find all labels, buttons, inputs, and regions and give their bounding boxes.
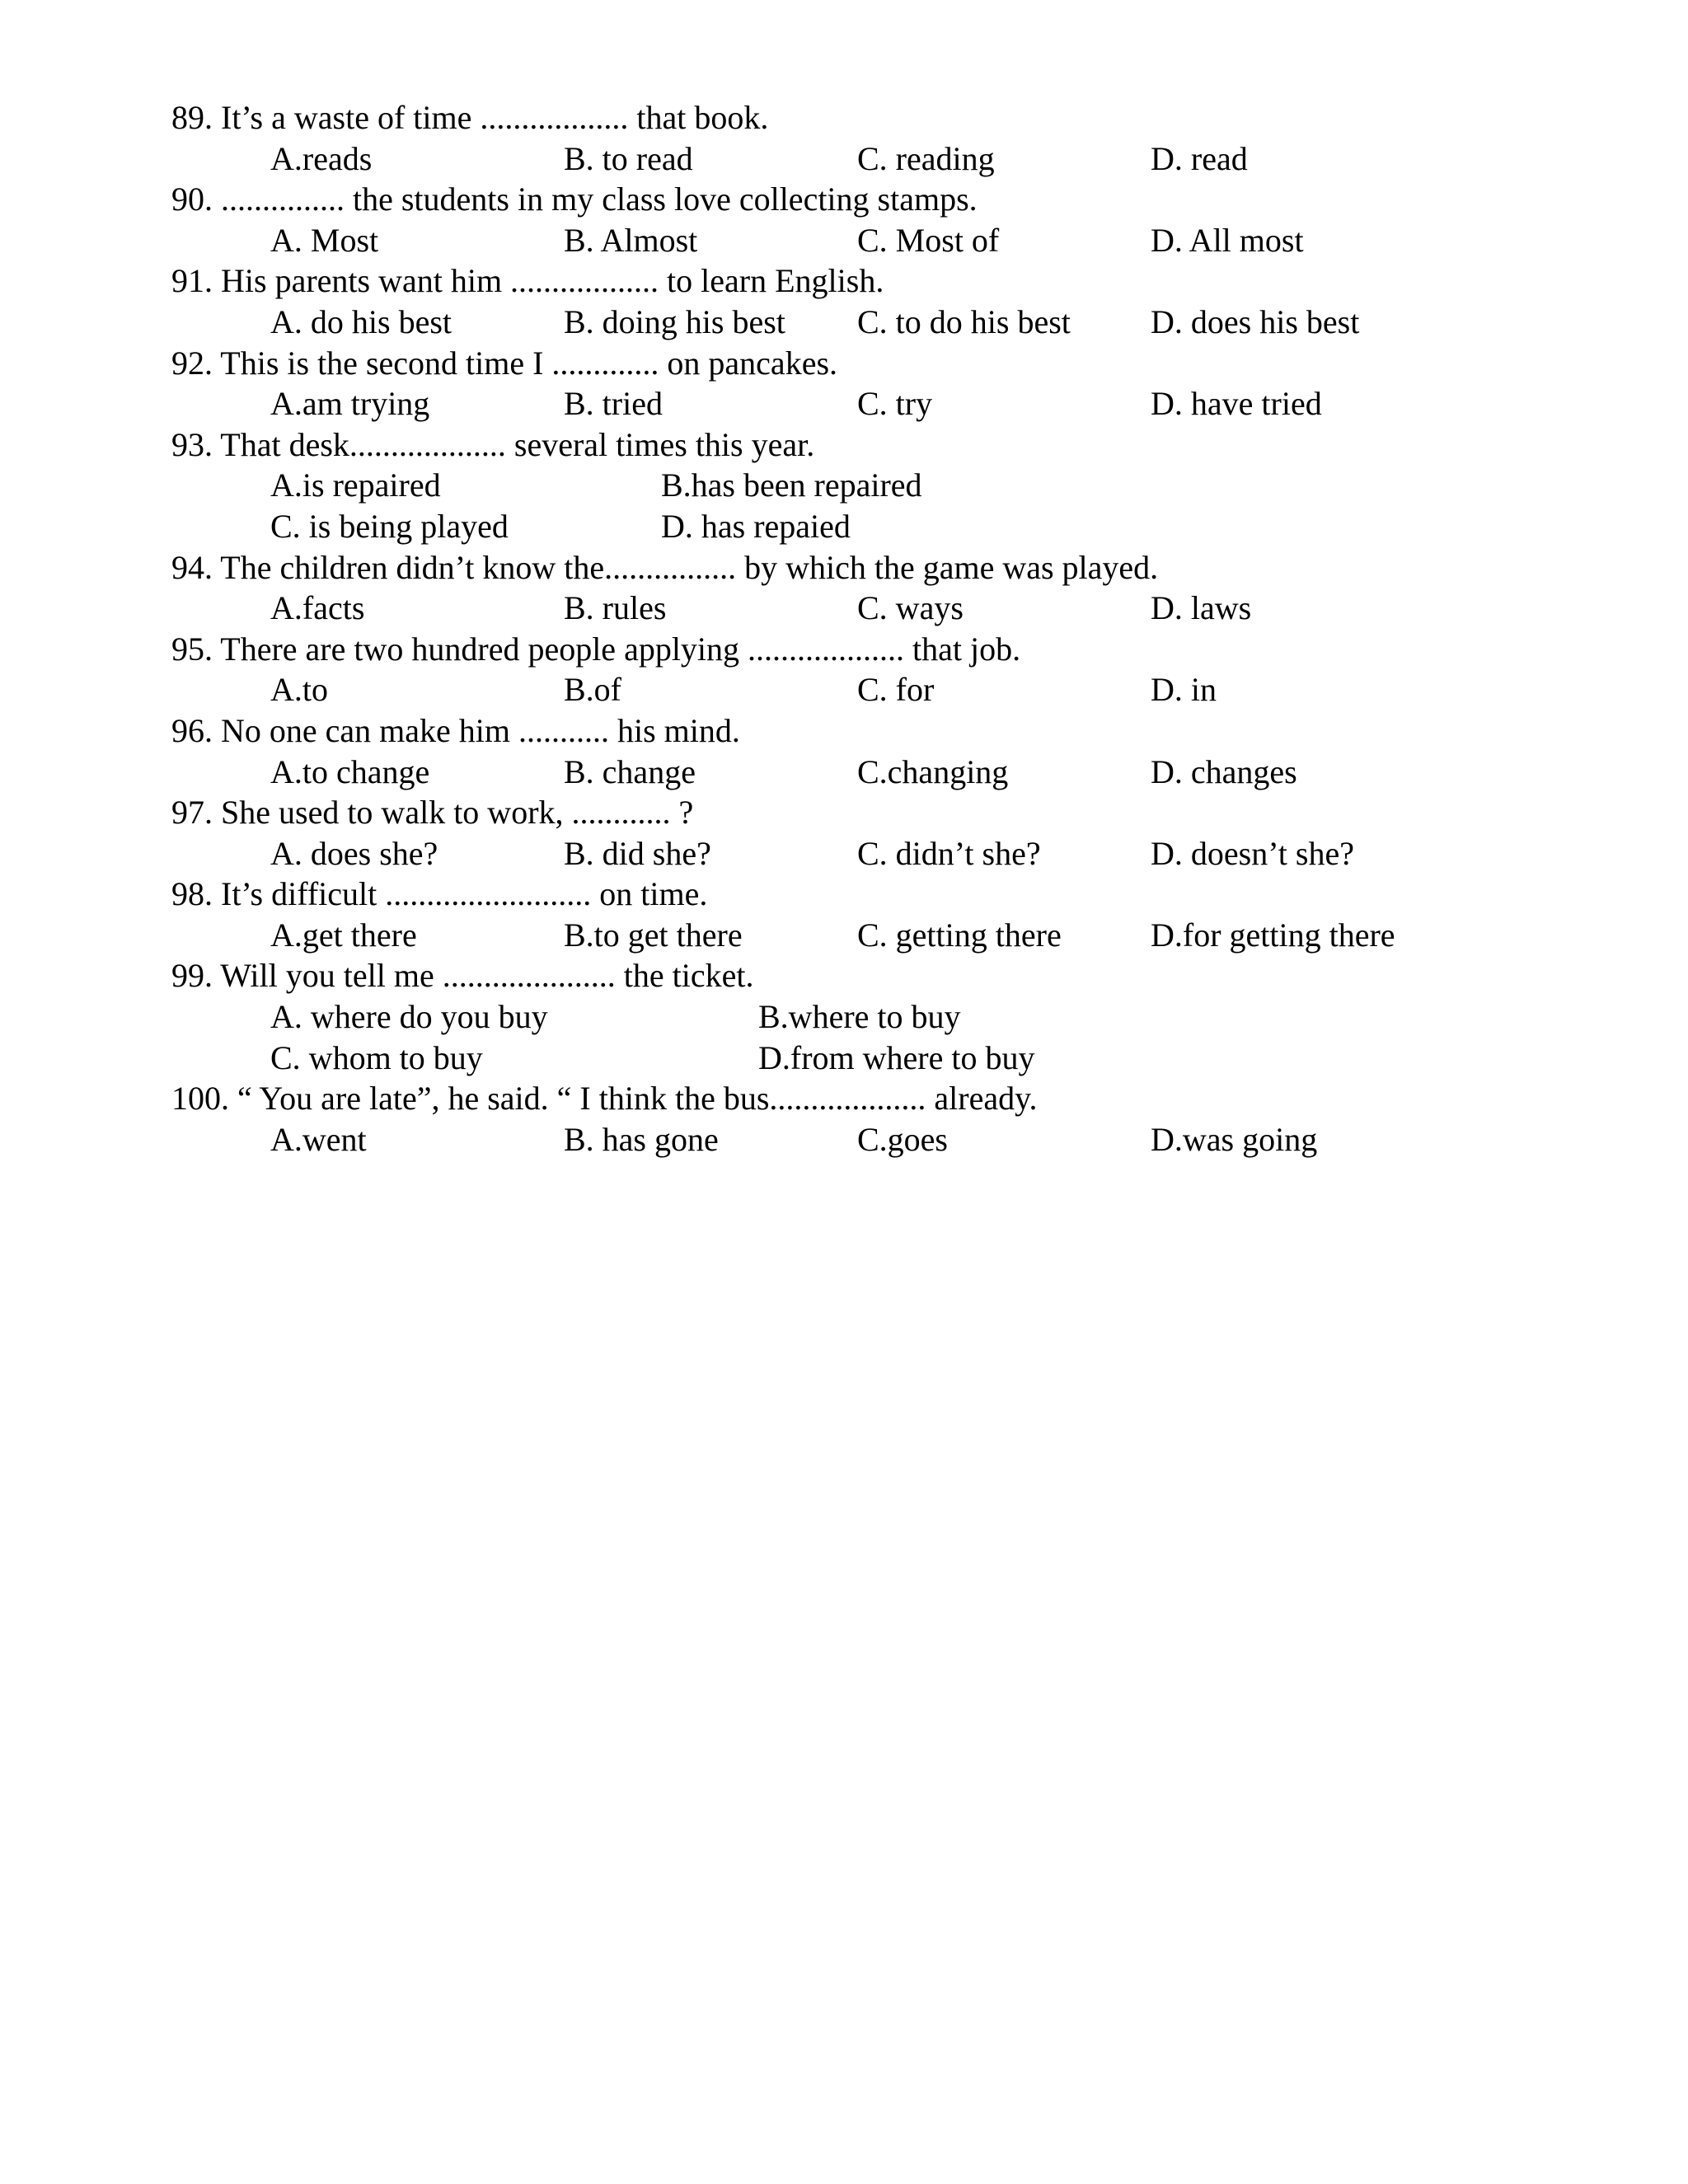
answer-option: C. to do his best (857, 302, 1071, 340)
answer-option: D. laws (1151, 589, 1252, 627)
options-row (171, 996, 1655, 1038)
options-row (171, 1119, 1655, 1160)
question-stem: 93. That desk................... several times this year. (171, 425, 815, 463)
answer-option: D.was going (1151, 1120, 1318, 1158)
answer-option: C.goes (857, 1120, 948, 1158)
answer-option: C. ways (857, 589, 964, 627)
question-stem-line (171, 955, 1655, 996)
question-stem-line (171, 424, 1655, 466)
question-stem: 89. It’s a waste of time .................. that book. (171, 99, 769, 136)
answer-option: B.to get there (564, 916, 743, 954)
answer-option: C. try (857, 385, 933, 423)
options-row (171, 752, 1655, 793)
answer-option: D.from where to buy (758, 1038, 1035, 1076)
question-stem: 99. Will you tell me ..................... the ticket. (171, 957, 754, 995)
question-item (171, 792, 1655, 874)
question-stem-line (171, 792, 1655, 833)
answer-option: B. tried (564, 385, 663, 423)
answer-option: A.reads (270, 139, 373, 177)
answer-option: C. reading (857, 139, 995, 177)
question-item (171, 260, 1655, 342)
question-stem-line (171, 629, 1655, 670)
answer-option: A. Most (270, 221, 379, 259)
options-row (171, 138, 1655, 180)
answer-option: B.where to buy (758, 998, 961, 1036)
answer-option: C. is being played (270, 507, 509, 545)
options-row (171, 915, 1655, 956)
options-row (171, 506, 1655, 547)
answer-option: B. rules (564, 589, 667, 627)
options-row (171, 465, 1655, 506)
question-item (171, 710, 1655, 792)
question-item (171, 1078, 1655, 1160)
question-stem-line (171, 1078, 1655, 1119)
question-stem-line (171, 260, 1655, 302)
answer-option: A.to (270, 671, 328, 709)
answer-option: A. where do you buy (270, 998, 548, 1036)
options-row (171, 220, 1655, 261)
question-stem: 96. No one can make him ........... his mind. (171, 711, 740, 749)
answer-option: A.am trying (270, 385, 430, 423)
answer-option: B.has been repaired (661, 466, 922, 504)
question-stem: 94. The children didn’t know the................ by which the game was played. (171, 548, 1159, 586)
question-item (171, 874, 1655, 955)
question-stem: 90. ............... the students in my class love collecting stamps. (171, 180, 978, 218)
question-item (171, 547, 1655, 629)
answer-option: B.of (564, 671, 621, 709)
options-row (171, 588, 1655, 629)
question-stem: 98. It’s difficult ......................... on time. (171, 875, 708, 913)
answer-option: D. doesn’t she? (1151, 834, 1354, 872)
answer-option: D. does his best (1151, 302, 1360, 340)
question-item (171, 343, 1655, 424)
answer-option: C. Most of (857, 221, 1000, 259)
question-item (171, 179, 1655, 260)
answer-option: A.to change (270, 752, 430, 790)
question-stem-line (171, 97, 1655, 138)
answer-option: D. in (1151, 671, 1217, 709)
answer-option: A.is repaired (270, 466, 441, 504)
question-item (171, 629, 1655, 710)
answer-option: A. do his best (270, 302, 452, 340)
answer-option: A. does she? (270, 834, 438, 872)
answer-option: B. to read (564, 139, 693, 177)
answer-option: A.went (270, 1120, 367, 1158)
answer-option: D.for getting there (1151, 916, 1395, 954)
question-stem: 100. “ You are late”, he said. “ I think the bus................... already. (171, 1080, 1038, 1118)
answer-option: A.facts (270, 589, 365, 627)
answer-option: C. whom to buy (270, 1038, 483, 1076)
question-stem-line (171, 874, 1655, 915)
options-row (171, 1038, 1655, 1079)
answer-option: B. Almost (564, 221, 698, 259)
question-list (171, 97, 1655, 1160)
answer-option: D. All most (1151, 221, 1304, 259)
question-stem-line (171, 179, 1655, 220)
question-stem-line (171, 547, 1655, 588)
question-stem-line (171, 710, 1655, 752)
options-row (171, 383, 1655, 424)
answer-option: C. didn’t she? (857, 834, 1041, 872)
answer-option: C. for (857, 671, 935, 709)
question-stem: 92. This is the second time I ............. on pancakes. (171, 344, 838, 382)
options-row (171, 833, 1655, 874)
question-stem: 95. There are two hundred people applying ................... that job. (171, 630, 1021, 668)
question-stem: 91. His parents want him .................. to learn English. (171, 262, 884, 300)
answer-option: B. doing his best (564, 302, 785, 340)
question-stem-line (171, 343, 1655, 384)
options-row (171, 302, 1655, 343)
answer-option: D. read (1151, 139, 1248, 177)
answer-option: C.changing (857, 752, 1009, 790)
answer-option: B. did she? (564, 834, 711, 872)
answer-option: D. has repaied (661, 507, 851, 545)
question-stem: 97. She used to walk to work, ............ ? (171, 794, 694, 832)
question-item (171, 97, 1655, 179)
answer-option: D. changes (1151, 752, 1297, 790)
options-row (171, 669, 1655, 710)
answer-option: A.get there (270, 916, 417, 954)
answer-option: D. have tried (1151, 385, 1322, 423)
answer-option: B. has gone (564, 1120, 719, 1158)
answer-option: C. getting there (857, 916, 1062, 954)
question-item (171, 955, 1655, 1078)
answer-option: B. change (564, 752, 696, 790)
question-item (171, 424, 1655, 547)
